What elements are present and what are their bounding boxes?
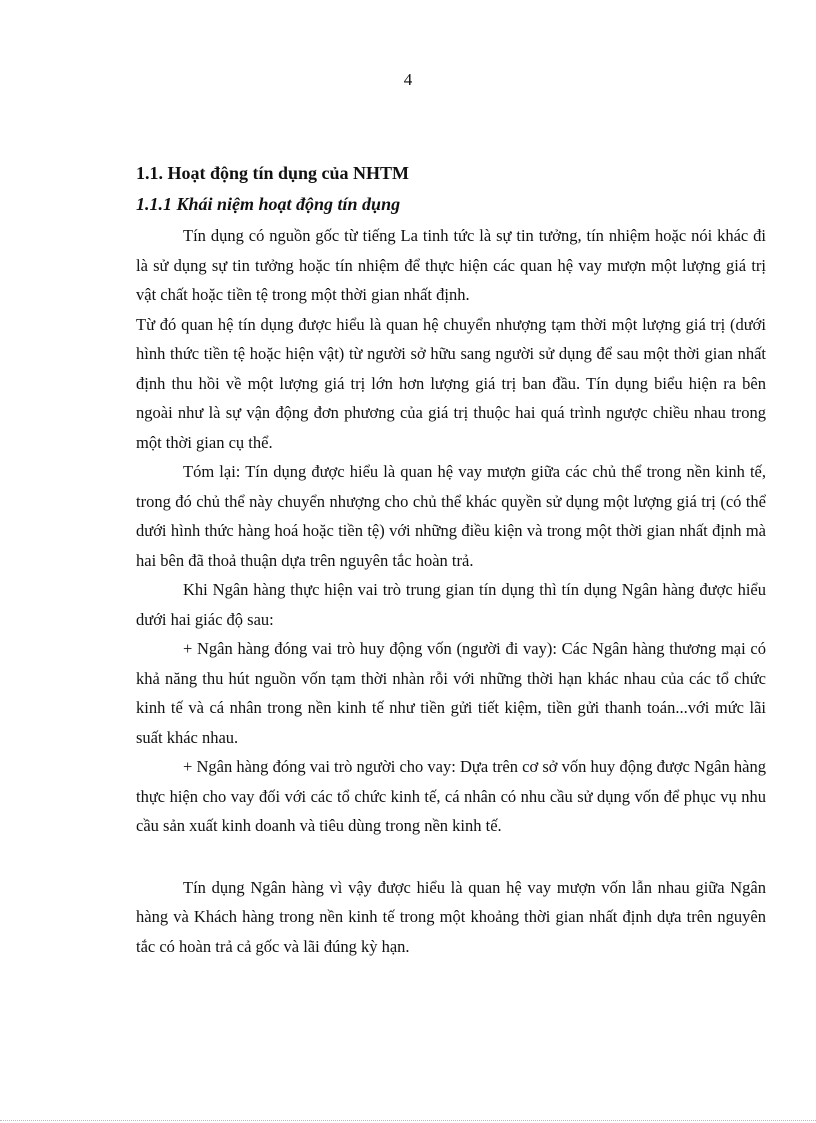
paragraph-summary: Tóm lại: Tín dụng được hiểu là quan hệ vay mượn giữa các chủ thể trong nền kinh tế, trong đó chủ thể này chuyển nhượng cho chủ thể khác quyền sử dụng một lượng giá trị (có thể dưới hình thức hàng hoá hoặc tiền tệ) với những điều kiện và trong một thời gian nhất định mà hai bên đã thoả thuận dựa trên nguyên tắc hoàn trả. xyxy=(136,462,766,570)
paragraph-bank-lender: + Ngân hàng đóng vai trò người cho vay: Dựa trên cơ sở vốn huy động được Ngân hàng thực hiện cho vay đối với các tổ chức kinh tế, cá nhân có nhu cầu sử dụng vốn để phục vụ nhu cầu sản xuất kinh doanh và tiêu dùng trong nền kinh tế. xyxy=(136,757,766,835)
paragraph-bank-borrower: + Ngân hàng đóng vai trò huy động vốn (người đi vay): Các Ngân hàng thương mại có khả năng thu hút nguồn vốn tạm thời nhàn rỗi với những thời hạn khác nhau của các tổ chức kinh tế và cá nhân trong nền kinh tế như tiền gửi tiết kiệm, tiền gửi thanh toán...với mức lãi suất khác nhau. xyxy=(136,639,766,747)
page-bottom-border xyxy=(0,1120,816,1121)
page-number: 4 xyxy=(403,70,413,89)
paragraph-bank-intermediary: Khi Ngân hàng thực hiện vai trò trung gian tín dụng thì tín dụng Ngân hàng được hiểu dưới hai giác độ sau: xyxy=(136,580,766,629)
paragraph-conclusion: Tín dụng Ngân hàng vì vậy được hiểu là quan hệ vay mượn vốn lẫn nhau giữa Ngân hàng và Khách hàng trong nền kinh tế trong một khoảng thời gian nhất định dựa trên nguyên tắc có hoàn trả cả gốc và lãi đúng kỳ hạn. xyxy=(136,877,766,956)
section-heading: 1.1. Hoạt động tín dụng của NHTM xyxy=(136,163,410,183)
document-body xyxy=(136,158,766,961)
paragraph-credit-relation: Từ đó quan hệ tín dụng được hiểu là quan hệ chuyển nhượng tạm thời một lượng giá trị (dưới hình thức tiền tệ hoặc hiện vật) từ người sở hữu sang người sử dụng để sau một thời gian nhất định thu hồi về một lượng giá trị lớn hơn lượng giá trị ban đầu. Tín dụng biểu hiện ra bên ngoài như là sự vận động đơn phương của giá trị thuộc hai quá trình ngược chiều nhau trong một thời gian cụ thể. xyxy=(136,314,766,452)
paragraph-origin: Tín dụng có nguồn gốc từ tiếng La tinh tức là sự tin tưởng, tín nhiệm hoặc nói khác đi là sử dụng sự tin tưởng hoặc tín nhiệm để thực hiện các quan hệ vay mượn một lượng giá trị vật chất hoặc tiền tệ trong một thời gian nhất định. xyxy=(136,226,766,304)
subsection-heading: 1.1.1 Khái niệm hoạt động tín dụng xyxy=(136,194,401,214)
paragraph-gap xyxy=(136,841,766,873)
